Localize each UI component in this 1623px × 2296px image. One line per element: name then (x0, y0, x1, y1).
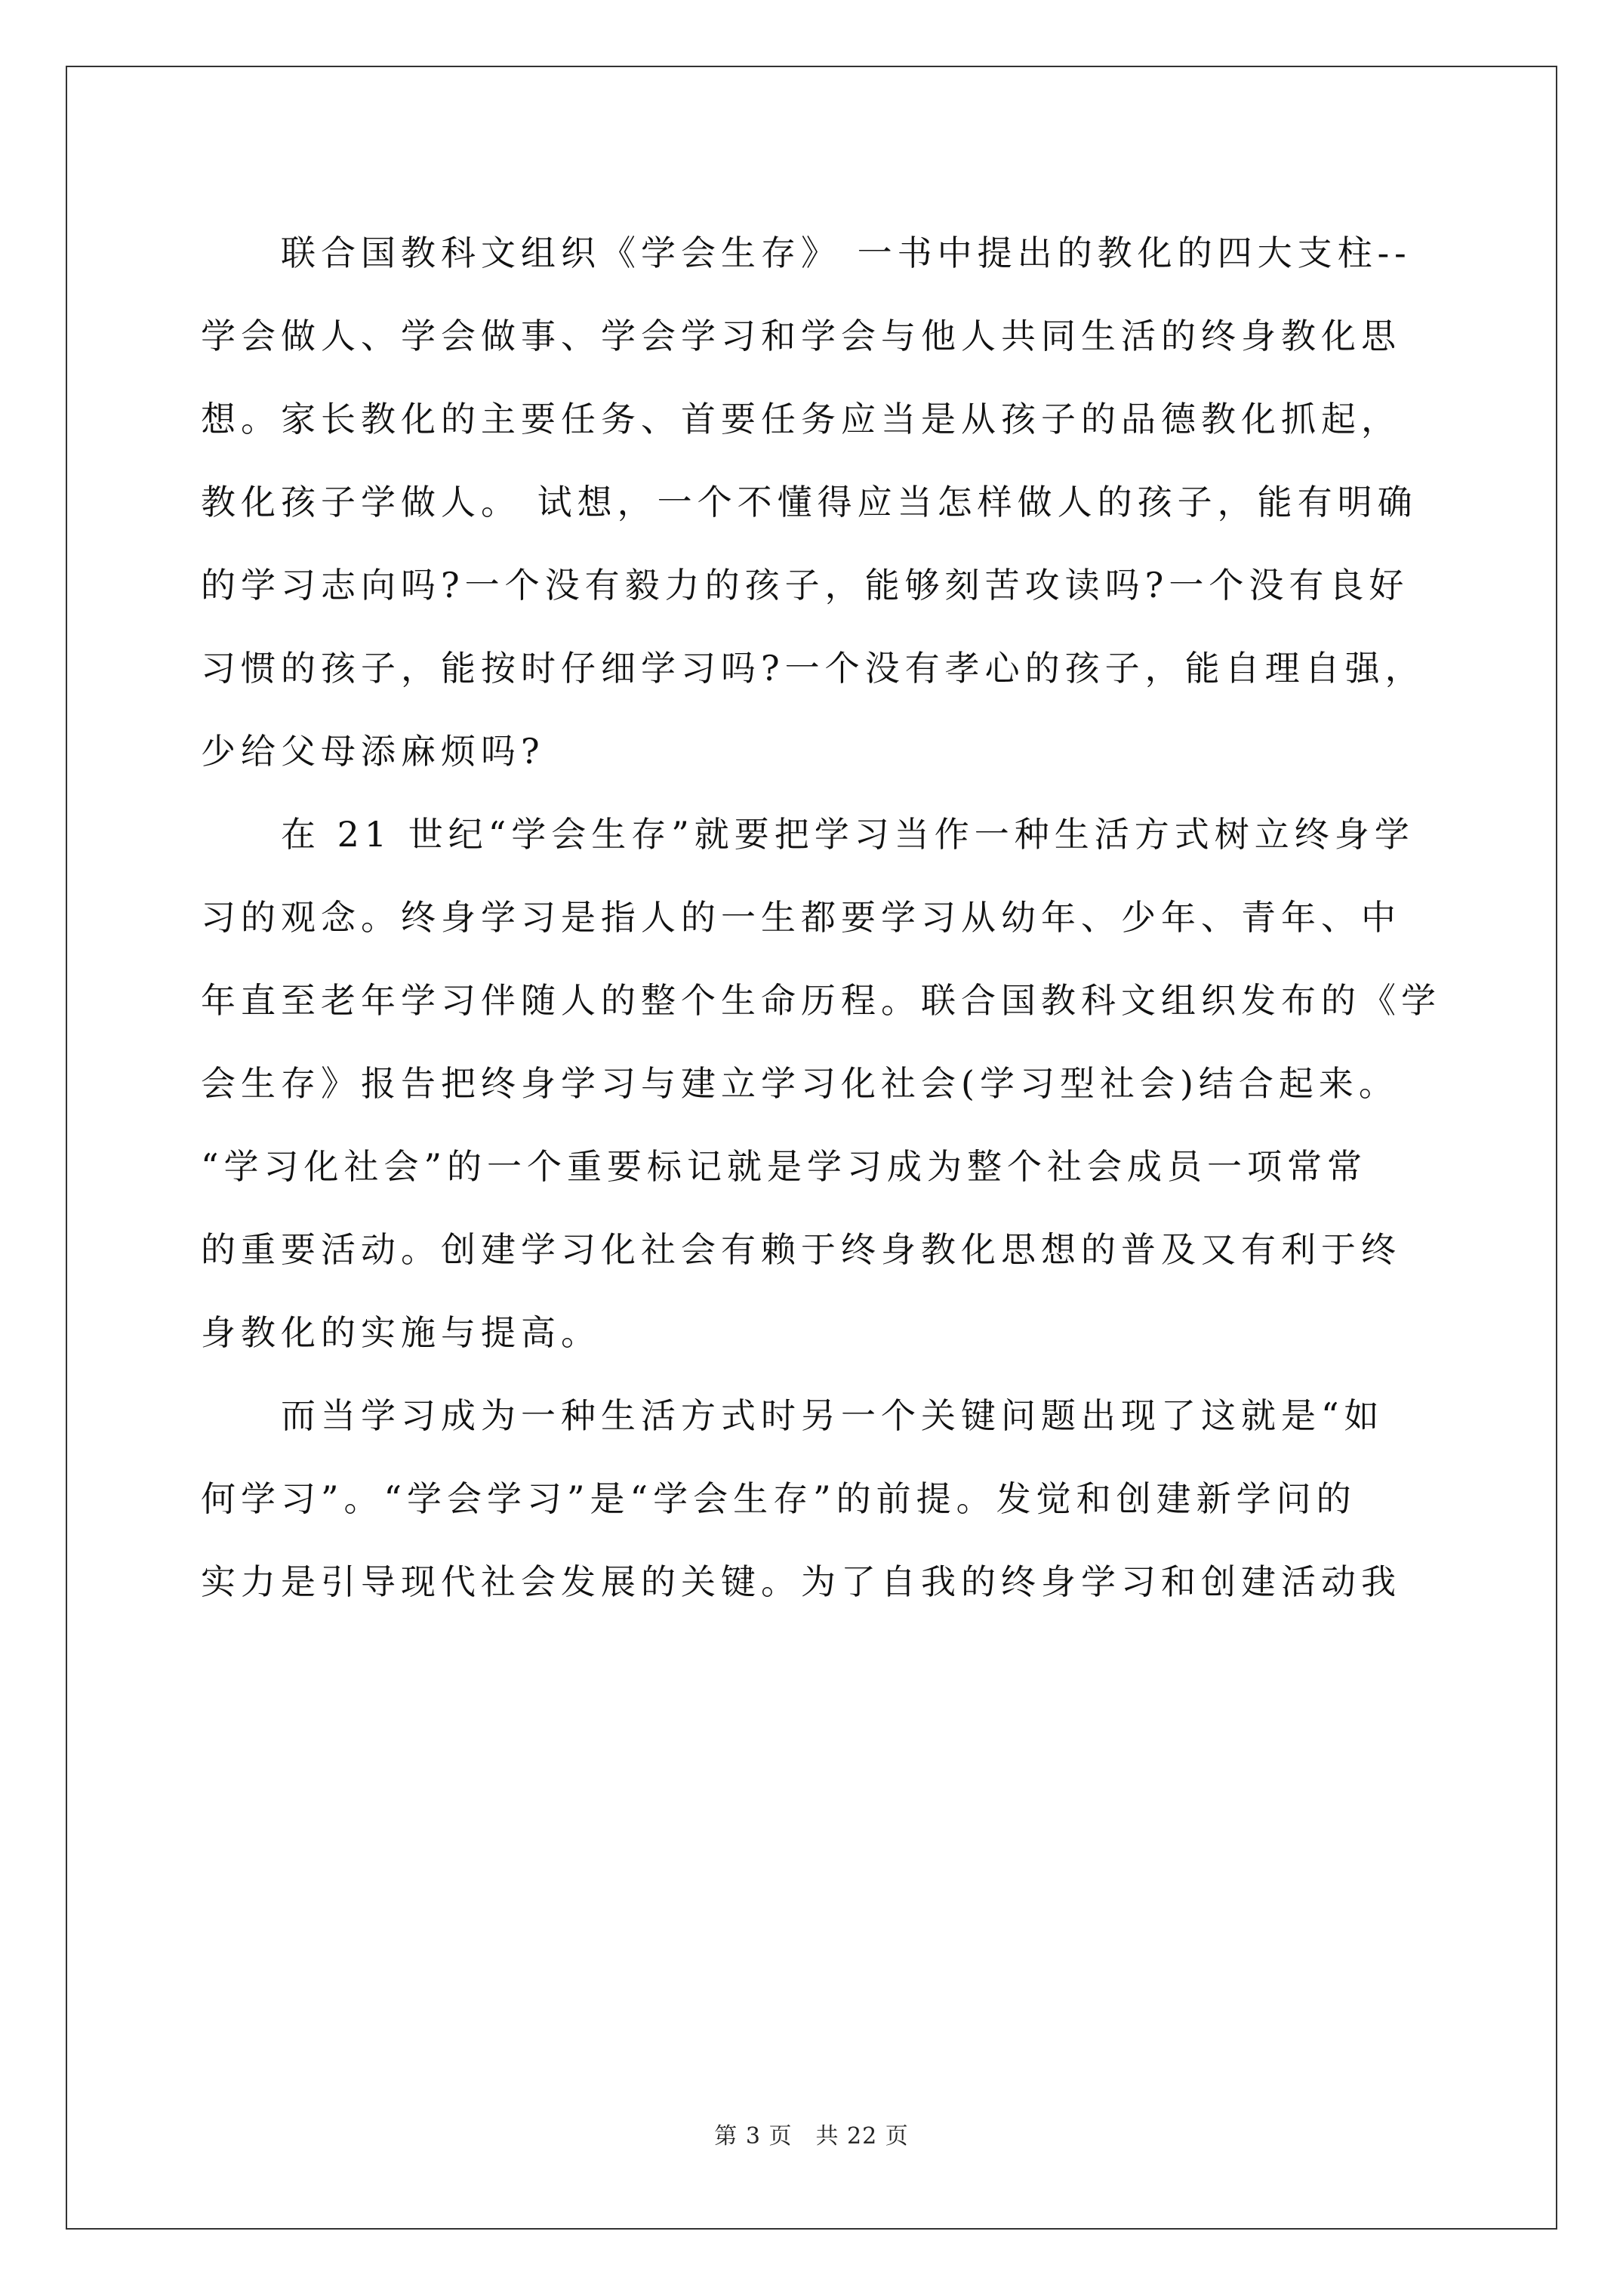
page-number-footer: 第 3 页 共 22 页 (714, 2123, 909, 2150)
text-line: 而当学习成为一种生活方式时另一个关键问题出现了这就是“如 (201, 1395, 1384, 1436)
text-line: 教化孩子学做人。 试想，一个不懂得应当怎样做人的孩子，能有明确 (201, 482, 1418, 522)
text-line: 在 21 世纪“学会生存”就要把学习当作一种生活方式树立终身学 (201, 814, 1415, 855)
text-line: 身教化的实施与提高。 (201, 1312, 601, 1353)
text-line: 的重要活动。创建学习化社会有赖于终身教化思想的普及又有利于终 (201, 1229, 1401, 1270)
text-line: 联合国教科文组织《学会生存》 一书中提出的教化的四大支柱-- (201, 233, 1412, 273)
text-line: 学会做人、学会做事、学会学习和学会与他人共同生活的终身教化思 (201, 316, 1401, 356)
text-line: 少给父母添麻烦吗? (201, 731, 545, 772)
text-line: “学习化社会”的一个重要标记就是学习成为整个社会成员一项常常 (201, 1146, 1368, 1187)
text-line: 习惯的孩子，能按时仔细学习吗?一个没有孝心的孩子，能自理自强， (201, 648, 1425, 689)
text-line: 何学习”。“学会学习”是“学会生存”的前提。发觉和创建新学问的 (201, 1478, 1357, 1519)
text-line: 会生存》报告把终身学习与建立学习化社会(学习型社会)结合起来。 (201, 1063, 1399, 1104)
text-line: 年直至老年学习伴随人的整个生命历程。联合国教科文组织发布的《学 (201, 980, 1441, 1021)
text-line: 的学习志向吗?一个没有毅力的孩子，能够刻苦攻读吗?一个没有良好 (201, 565, 1409, 606)
text-line: 实力是引导现代社会发展的关键。为了自我的终身学习和创建活动我 (201, 1561, 1401, 1602)
text-line: 习的观念。终身学习是指人的一生都要学习从幼年、少年、青年、中 (201, 897, 1401, 938)
text-line: 想。家长教化的主要任务、首要任务应当是从孩子的品德教化抓起， (201, 399, 1401, 439)
